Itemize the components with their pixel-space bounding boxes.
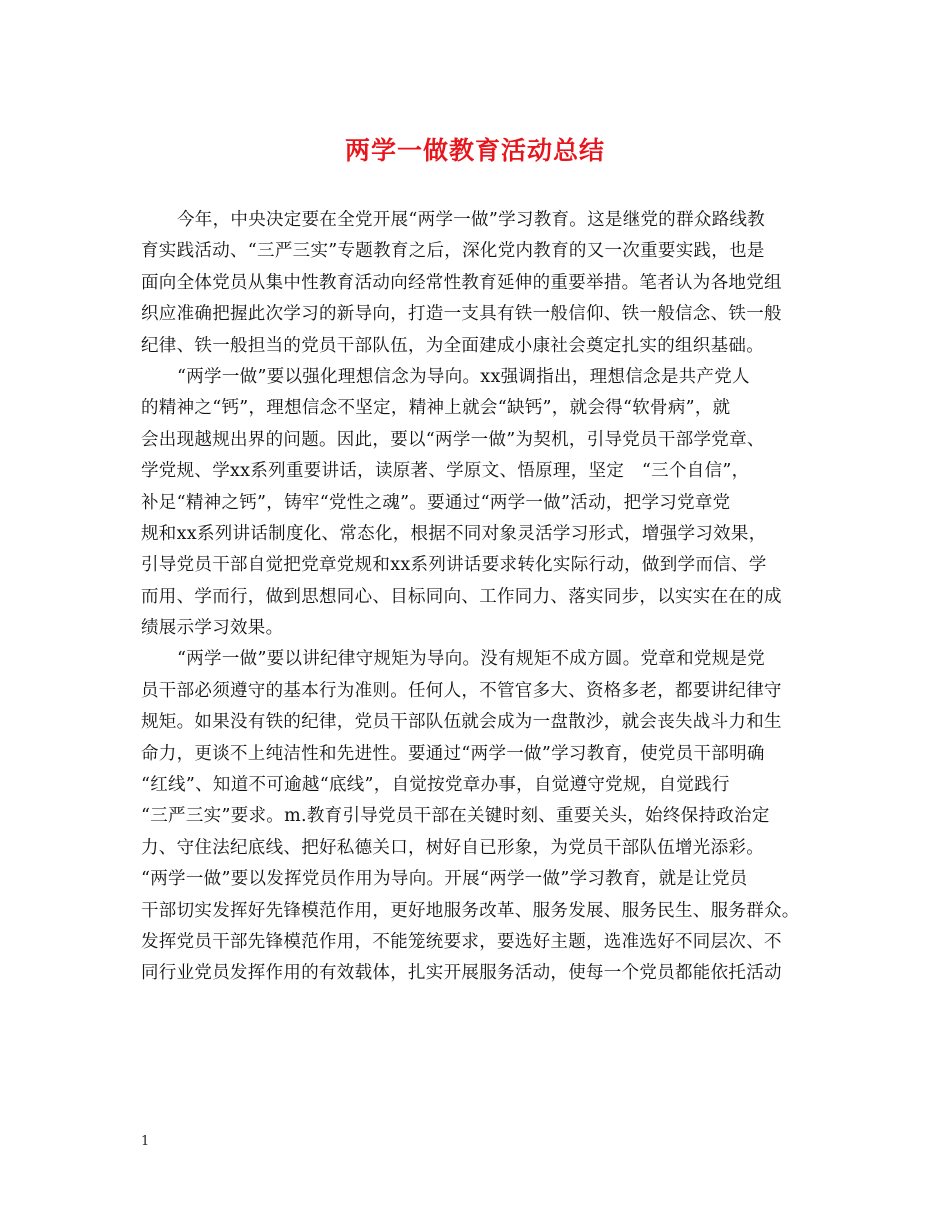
body-line: “两学一做”要以强化理想信念为导向。xx强调指出，理想信念是共产党人 xyxy=(177,366,750,387)
body-line: 今年，中央决定要在全党开展“两学一做”学习教育。这是继党的群众路线教 xyxy=(177,210,766,230)
body-line: “两学一做”要以发挥党员作用为导向。开展“两学一做”学习教育，就是让党员 xyxy=(141,869,748,890)
document-body xyxy=(141,205,841,990)
body-line: 发挥党员干部先锋模范作用，不能笼统要求，要选好主题，选准选好不同层次、不 xyxy=(141,931,782,952)
body-line: “三严三实”要求。m.教育引导党员干部在关键时刻、重要关头，始终保持政治定 xyxy=(141,806,770,827)
body-line: “红线”、知道不可逾越“底线”，自觉按党章办事，自觉遵守党规，自觉践行 xyxy=(141,775,730,796)
body-line: 的精神之“钙”，理想信念不坚定，精神上就会“缺钙”，就会得“软骨病”，就 xyxy=(141,398,731,419)
body-line: “两学一做”要以讲纪律守规矩为导向。没有规矩不成方圆。党章和党规是党 xyxy=(177,649,766,670)
body-line: 引导党员干部自觉把党章党规和xx系列讲话要求转化实际行动，做到学而信、学 xyxy=(141,555,767,576)
body-line: 同行业党员发挥作用的有效载体，扎实开展服务活动，使每一个党员都能依托活动 xyxy=(141,963,782,984)
body-line: 命力，更谈不上纯洁性和先进性。要通过“两学一做”学习教育，使党员干部明确 xyxy=(141,743,765,764)
body-line: 补足“精神之钙”，铸牢“党性之魂”。要通过“两学一做”活动，把学习党章党 xyxy=(141,492,731,513)
body-line: 绩展示学习效果。 xyxy=(141,618,284,639)
body-line: 干部切实发挥好先锋模范作用，更好地服务改革、服务发展、服务民生、服务群众。 xyxy=(141,900,800,921)
body-line: 织应准确把握此次学习的新导向，打造一支具有铁一般信仰、铁一般信念、铁一般 xyxy=(141,304,782,325)
body-line: 而用、学而行，做到思想同心、目标同向、工作同力、落实同步，以实实在在的成 xyxy=(141,586,782,607)
body-line: 规矩。如果没有铁的纪律，党员干部队伍就会成为一盘散沙，就会丧失战斗力和生 xyxy=(141,712,782,733)
body-line: 育实践活动、“三严三实”专题教育之后，深化党内教育的又一次重要实践，也是 xyxy=(141,241,765,262)
body-line: 员干部必须遵守的基本行为准则。任何人，不管官多大、资格多老，都要讲纪律守 xyxy=(141,680,782,701)
document-title: 两学一做教育活动总结 xyxy=(344,136,605,165)
body-line: 规和xx系列讲话制度化、常态化，根据不同对象灵活学习形式，增强学习效果， xyxy=(141,523,767,544)
body-line: 学党规、学xx系列重要讲话，读原著、学原文、悟原理，坚定 “三个自信”， xyxy=(141,461,750,482)
page-number: 1 xyxy=(141,1134,150,1149)
body-line: 纪律、铁一般担当的党员干部队伍，为全面建成小康社会奠定扎实的组织基础。 xyxy=(141,335,764,356)
body-line: 面向全体党员从集中性教育活动向经常性教育延伸的重要举措。笔者认为各地党组 xyxy=(141,272,782,293)
body-line: 力、守住法纪底线、把好私德关口，树好自已形象，为党员干部队伍增光添彩。 xyxy=(141,837,764,858)
body-line: 会出现越规出界的问题。因此，要以“两学一做”为契机，引导党员干部学党章、 xyxy=(141,429,765,450)
